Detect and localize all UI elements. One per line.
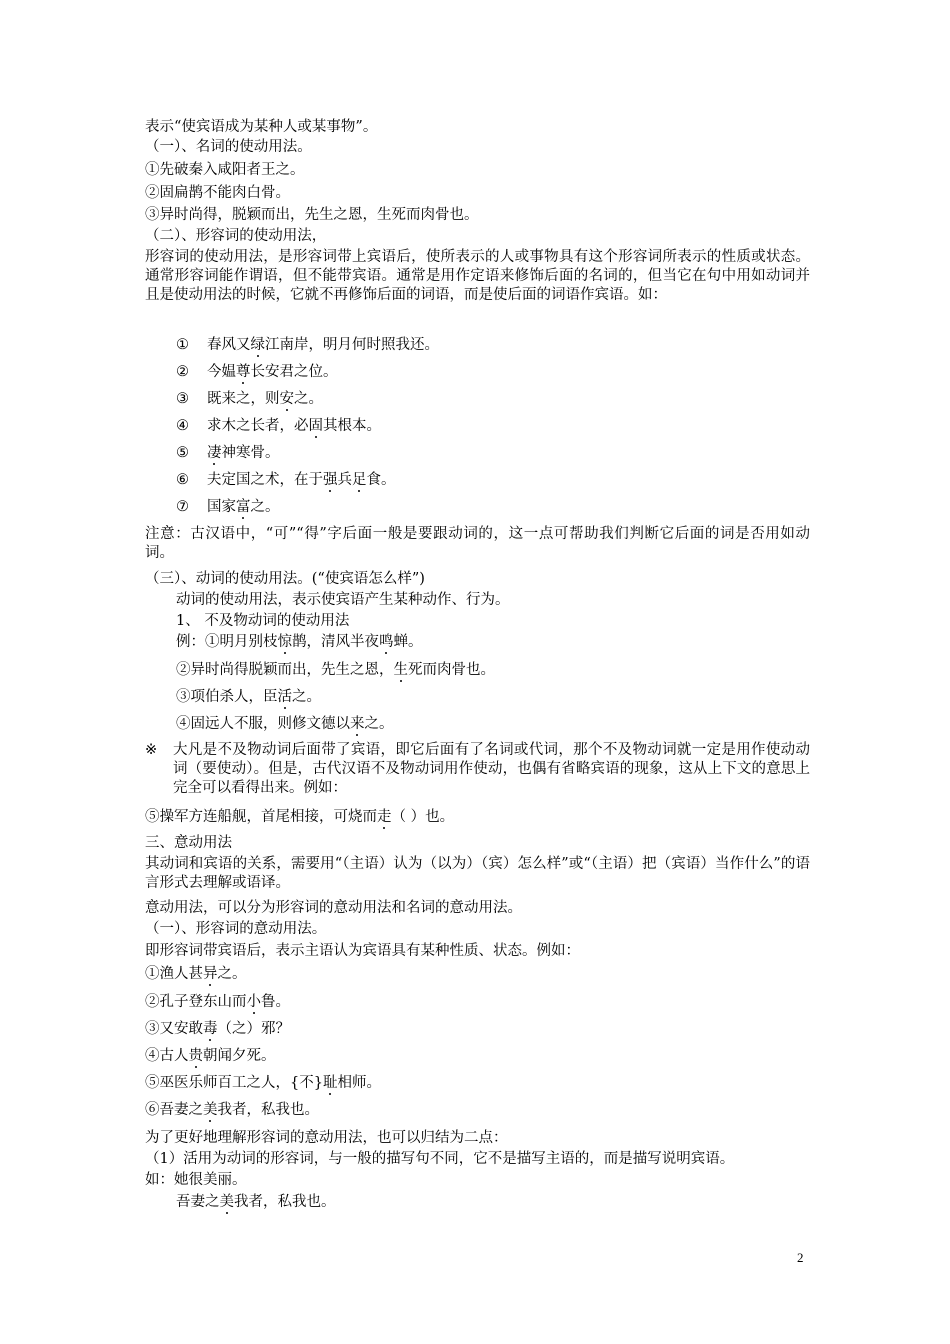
section-heading: （一）、形容词的意动用法。 [145, 921, 327, 937]
section-heading: （三）、动词的使动用法。(“使宾语怎么样”) [145, 571, 425, 587]
subsection-heading: 1、 不及物动词的使动用法 [176, 613, 350, 629]
example-line: ⑥吾妻之美我者，私我也。 [145, 1102, 319, 1118]
example-line: ①渔人甚异之。 [145, 966, 247, 982]
paragraph: 其动词和宾语的关系，需要用“（主语）认为（以为）（宾）怎么样”或“（主语）把（宾语）当作什么”的语言形式去理解或语译。 [145, 856, 810, 891]
list-number: ③ [176, 391, 189, 407]
list-item: 国家富之。 [207, 499, 280, 515]
list-item: 今媪尊长安君之位。 [207, 364, 338, 380]
paragraph: 形容词的使动用法，是形容词带上宾语后，使所表示的人或事物具有这个形容词所表示的性质或状态。通常形容词能作谓语，但不能带宾语。通常是用作定语来修饰后面的名词的，但当它在句中用如动词并且是使动用法的时候，它就不再修饰后面的词语，而是使后面的词语作宾语。如： [145, 249, 810, 303]
example-line: ④固远人不服，则修文德以来之。 [176, 716, 394, 732]
example-line: ⑤巫医乐师百工之人，{不}耻相师。 [145, 1075, 381, 1091]
page-number: 2 [797, 1250, 804, 1265]
example-line: ③异时尚得，脱颖而出，先生之恩，生死而肉骨也。 [145, 207, 479, 223]
section-heading: （二）、形容词的使动用法， [145, 228, 327, 244]
text-line: 为了更好地理解形容词的意动用法，也可以归结为二点： [145, 1130, 508, 1146]
list-number: ② [176, 364, 189, 380]
text-line: 意动用法，可以分为形容词的意动用法和名词的意动用法。 [145, 900, 522, 916]
section-heading: 三、意动用法 [145, 835, 232, 851]
list-number: ⑦ [176, 499, 189, 515]
example-line: ④古人贵朝闻夕死。 [145, 1048, 276, 1064]
list-number: ⑥ [176, 472, 189, 488]
example-line: ③又安敢毒（之）邪？ [145, 1021, 290, 1037]
list-item: 春风又绿江南岸，明月何时照我还。 [207, 337, 439, 353]
note-paragraph: 注意：古汉语中，“可”“得”字后面一般是要跟动词的，这一点可帮助我们判断它后面的词是否用如动词。 [145, 526, 810, 561]
list-item: 凄神寒骨。 [207, 445, 280, 461]
example-line: ⑤操军方连船舰，首尾相接，可烧而走（ ）也。 [145, 809, 455, 825]
text-line: 即形容词带宾语后，表示主语认为宾语具有某种性质、状态。例如： [145, 943, 580, 959]
list-number: ① [176, 337, 189, 353]
list-item: 求木之长者，必固其根本。 [207, 418, 381, 434]
list-number: ⑤ [176, 445, 189, 461]
example-line: ②固扁鹊不能肉白骨。 [145, 185, 290, 201]
example-line: ③项伯杀人，臣活之。 [176, 689, 321, 705]
example-line: ②异时尚得脱颖而出，先生之恩，生死而肉骨也。 [176, 662, 495, 678]
note-text: 大凡是不及物动词后面带了宾语，即它后面有了名词或代词，那个不及物动词就一定是用作使动动词（要使动）。但是，古代汉语不及物动词用作使动，也偶有省略宾语的现象，这从上下文的意思上完全可以看得出来。例如： [173, 742, 810, 796]
text-line: 如：她很美丽。 [145, 1172, 247, 1188]
text-line: （1）活用为动词的形容词，与一般的描写句不同，它不是描写主语的，而是描写说明宾语。 [145, 1151, 735, 1167]
example-line: ①先破秦入咸阳者王之。 [145, 162, 305, 178]
section-heading: （一）、名词的使动用法。 [145, 139, 312, 155]
example-line: ②孔子登东山而小鲁。 [145, 994, 290, 1010]
list-number: ④ [176, 418, 189, 434]
example-line: 吾妻之美我者，私我也。 [176, 1194, 336, 1210]
text-line: 表示“使宾语成为某种人或某事物”。 [145, 119, 378, 135]
reference-mark: ※ [145, 742, 158, 758]
list-item: 夫定国之术，在于强兵足食。 [207, 472, 396, 488]
list-item: 既来之，则安之。 [207, 391, 323, 407]
note-block [145, 741, 810, 801]
text-line: 动词的使动用法，表示使宾语产生某种动作、行为。 [176, 592, 510, 608]
example-line: 例：①明月别枝惊鹊，清风半夜鸣蝉。 [176, 634, 423, 650]
